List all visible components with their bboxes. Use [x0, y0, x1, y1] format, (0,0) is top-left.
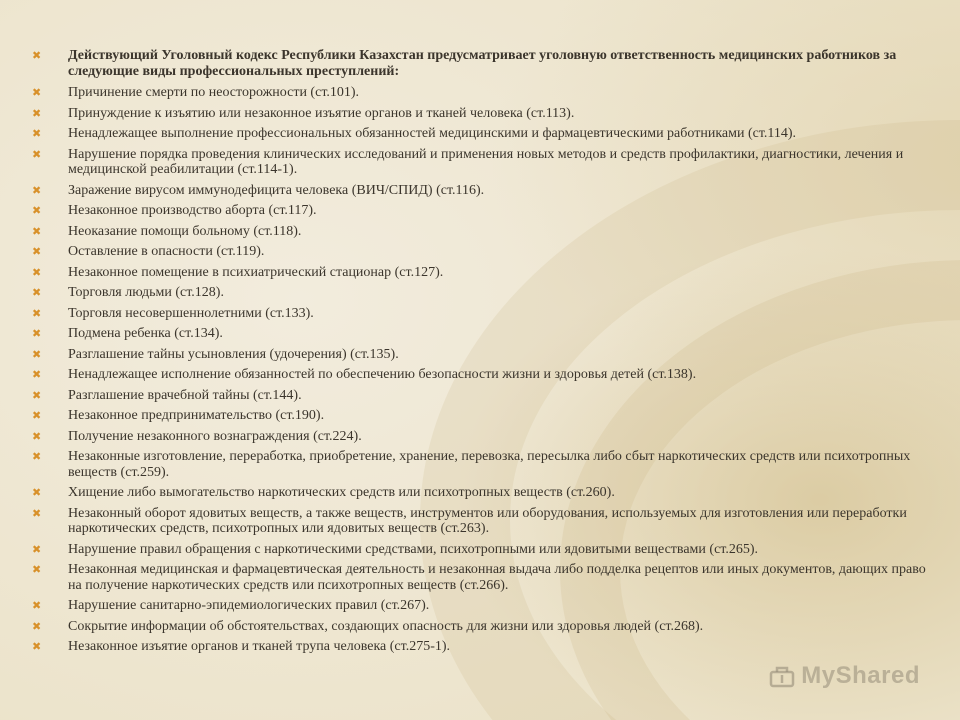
- list-item: [30, 265, 930, 281]
- list-item: [30, 285, 930, 301]
- list-item-text: Торговля людьми (ст.128).: [68, 285, 224, 300]
- bullet-cross-icon: ✖: [32, 147, 42, 161]
- bullet-cross-icon: ✖: [32, 563, 42, 576]
- list-item: [30, 388, 930, 404]
- bullet-cross-icon: ✖: [32, 265, 42, 279]
- list-item-text: Нарушение порядка проведения клинических исследований и применения новых методов и средств профилактики, диагностики, лечения и медицинской реабилитации (ст.114-1).: [68, 146, 904, 177]
- list-item-text: Оставление в опасности (ст.119).: [68, 244, 265, 259]
- list-item-text: Торговля несовершеннолетними (ст.133).: [68, 305, 314, 321]
- list-item: [30, 429, 930, 445]
- bullet-cross-icon: ✖: [32, 542, 42, 556]
- list-item: [30, 203, 930, 219]
- list-item-text: Незаконное производство аборта (ст.117).: [68, 203, 317, 218]
- list-item: [30, 506, 930, 537]
- list-item-text: Хищение либо вымогательство наркотических средств или психотропных веществ (ст.260).: [68, 485, 615, 500]
- list-item-text: Заражение вирусом иммунодефицита человека (ВИЧ/СПИД) (ст.116).: [68, 182, 485, 198]
- bullet-cross-icon: ✖: [32, 286, 42, 299]
- bullet-cross-icon: ✖: [32, 409, 42, 422]
- list-item: [30, 224, 930, 240]
- bullet-cross-icon: ✖: [32, 619, 42, 633]
- list-item-text: Незаконный оборот ядовитых веществ, а также веществ, инструментов или оборудования, используемых для изготовления или переработки наркотических средств, психотропных или ядовитых веществ (ст.263).: [68, 505, 907, 536]
- list-item-text: Разглашение тайны усыновления (удочерения) (ст.135).: [68, 346, 399, 362]
- bullet-cross-icon: ✖: [32, 640, 42, 653]
- list-item: [30, 619, 930, 635]
- list-item-text: Незаконное помещение в психиатрический стационар (ст.127).: [68, 264, 444, 280]
- list-item: [30, 598, 930, 614]
- list-item: [30, 126, 930, 142]
- list-item-text: Сокрытие информации об обстоятельствах, создающих опасность для жизни или здоровья людей (ст.268).: [68, 618, 704, 634]
- bullet-cross-icon: ✖: [32, 245, 42, 258]
- bullet-list: [30, 48, 930, 655]
- list-item-text: Причинение смерти по неосторожности (ст.101).: [68, 85, 360, 100]
- bullet-cross-icon: ✖: [32, 49, 42, 62]
- list-item: [30, 85, 930, 101]
- list-item: [30, 183, 930, 199]
- bullet-cross-icon: ✖: [32, 327, 42, 340]
- list-item: [30, 306, 930, 322]
- list-item: [30, 562, 930, 593]
- bullet-cross-icon: ✖: [32, 204, 42, 217]
- list-item-text: Получение незаконного вознаграждения (ст.224).: [68, 428, 362, 444]
- list-item-text: Разглашение врачебной тайны (ст.144).: [68, 387, 302, 403]
- bullet-cross-icon: ✖: [32, 368, 42, 381]
- bullet-cross-icon: ✖: [32, 429, 42, 443]
- bullet-cross-icon: ✖: [32, 450, 42, 463]
- bullet-cross-icon: ✖: [32, 127, 42, 140]
- list-item: [30, 106, 930, 122]
- bullet-cross-icon: ✖: [32, 106, 42, 120]
- list-item: [30, 449, 930, 480]
- list-item-text: Подмена ребенка (ст.134).: [68, 326, 223, 341]
- bullet-cross-icon: ✖: [32, 86, 42, 99]
- list-item-text: Ненадлежащее исполнение обязанностей по обеспечению безопасности жизни и здоровья детей (ст.138).: [68, 367, 697, 382]
- list-item-text: Незаконная медицинская и фармацевтическая деятельность и незаконная выдача либо подделка рецептов или иных документов, дающих право на получение наркотических средств или психотропных веществ (ст.266).: [68, 562, 926, 593]
- list-item: [30, 147, 930, 178]
- bullet-cross-icon: ✖: [32, 486, 42, 499]
- list-item: [30, 347, 930, 363]
- bullet-cross-icon: ✖: [32, 224, 42, 238]
- list-item-text: Ненадлежащее выполнение профессиональных обязанностей медицинскими и фармацевтическими работниками (ст.114).: [68, 126, 797, 141]
- intro-paragraph: [30, 48, 930, 79]
- list-item-text: Незаконные изготовление, переработка, приобретение, хранение, перевозка, пересылка либо сбыт наркотических средств или психотропных веществ (ст.259).: [68, 449, 911, 480]
- list-item: [30, 367, 930, 383]
- bullet-cross-icon: ✖: [32, 506, 42, 520]
- list-item-text: Действующий Уголовный кодекс Республики Казахстан предусматривает уголовную ответственность медицинских работников за следующие виды профессиональных преступлений:: [68, 48, 897, 79]
- bullet-cross-icon: ✖: [32, 347, 42, 361]
- list-item: [30, 326, 930, 342]
- list-item-text: Неоказание помощи больному (ст.118).: [68, 223, 302, 239]
- watermark-text: MyShared: [801, 662, 920, 689]
- list-item-text: Нарушение санитарно-эпидемиологических правил (ст.267).: [68, 598, 430, 613]
- list-item: [30, 485, 930, 501]
- myshared-logo-icon: [769, 664, 795, 688]
- bullet-cross-icon: ✖: [32, 599, 42, 612]
- bullet-cross-icon: ✖: [32, 388, 42, 402]
- slide-content: [30, 48, 930, 660]
- bullet-cross-icon: ✖: [32, 306, 42, 320]
- list-item-text: Незаконное предпринимательство (ст.190).: [68, 408, 325, 423]
- bullet-cross-icon: ✖: [32, 183, 42, 197]
- list-item: [30, 542, 930, 558]
- watermark: [769, 662, 920, 690]
- list-item-text: Незаконное изъятие органов и тканей трупа человека (ст.275-1).: [68, 639, 451, 654]
- list-item: [30, 244, 930, 260]
- list-item-text: Принуждение к изъятию или незаконное изъятие органов и тканей человека (ст.113).: [68, 105, 575, 121]
- list-item: [30, 408, 930, 424]
- list-item-text: Нарушение правил обращения с наркотическими средствами, психотропными или ядовитыми веществами (ст.265).: [68, 541, 759, 557]
- list-item: [30, 639, 930, 655]
